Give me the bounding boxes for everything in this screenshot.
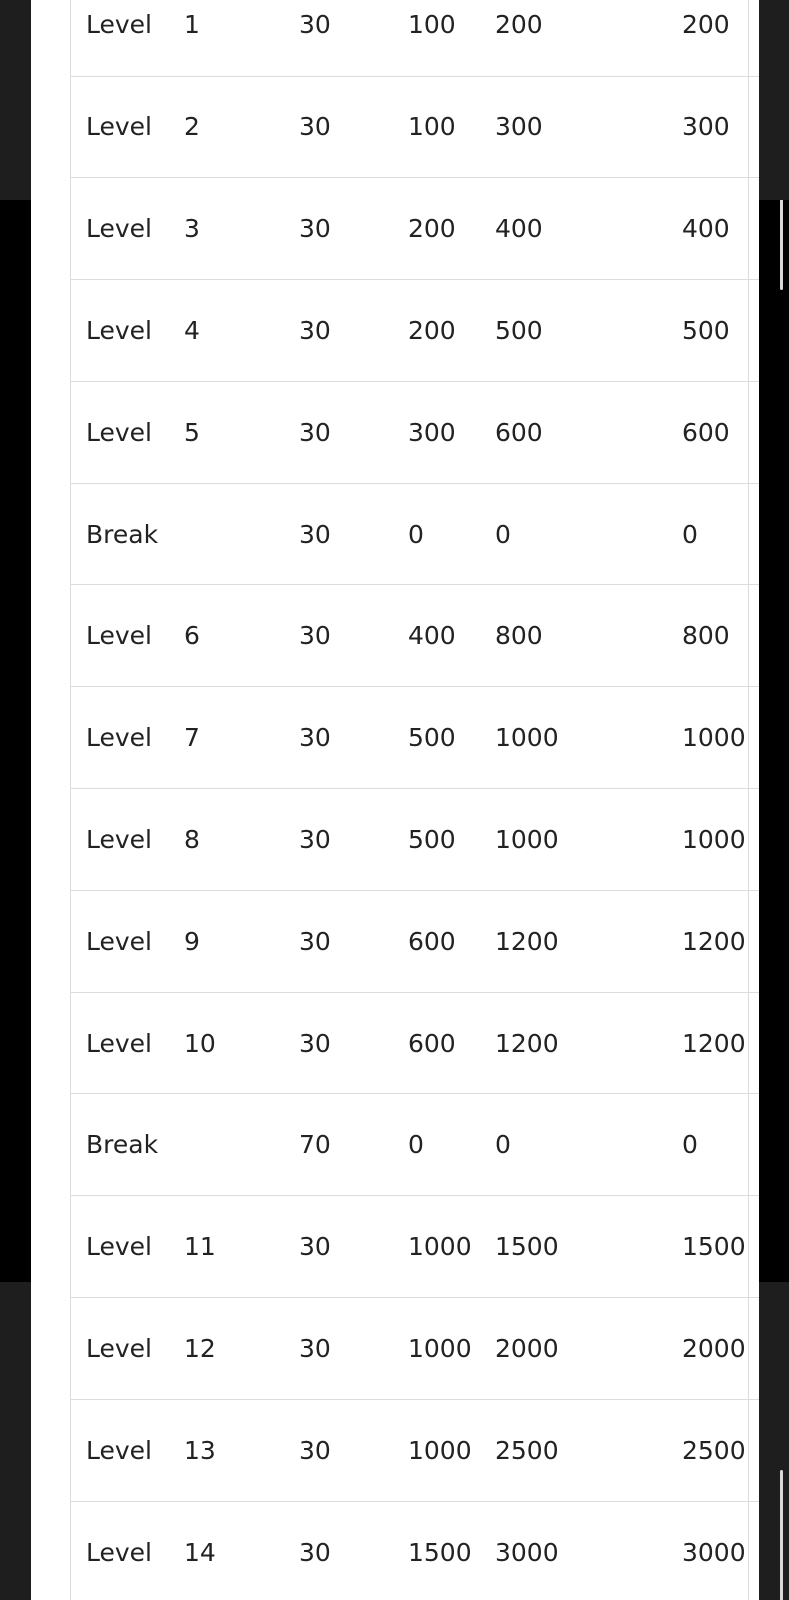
duration-cell: 30	[289, 1298, 399, 1400]
ante-cell: 2500	[638, 1399, 759, 1501]
blind-structure-table-wrapper[interactable]	[71, 0, 759, 1600]
big-blind-cell: 0	[495, 1094, 638, 1196]
level-label: Level	[86, 1537, 152, 1567]
level-name-cell	[71, 1399, 289, 1501]
big-blind-cell: 1200	[495, 992, 638, 1094]
level-number: 6	[184, 621, 200, 651]
small-blind-cell: 1000	[399, 1399, 495, 1501]
big-blind-cell: 600	[495, 381, 638, 483]
table-body	[71, 0, 759, 1600]
duration-cell: 30	[289, 1501, 399, 1600]
level-number: 1	[184, 10, 200, 39]
duration-cell: 30	[289, 76, 399, 178]
level-name-cell	[71, 687, 289, 789]
level-number: 10	[184, 1028, 216, 1058]
level-label: Level	[86, 824, 152, 854]
level-label: Level	[86, 1028, 152, 1058]
table-row	[71, 1196, 759, 1298]
level-number: 9	[184, 926, 200, 956]
ante-cell: 2000	[638, 1298, 759, 1400]
level-number: 11	[184, 1232, 216, 1262]
big-blind-cell: 1000	[495, 687, 638, 789]
big-blind-cell: 3000	[495, 1501, 638, 1600]
ante-cell: 0	[638, 483, 759, 585]
level-number: 7	[184, 723, 200, 753]
small-blind-cell: 500	[399, 687, 495, 789]
level-name-cell	[71, 1196, 289, 1298]
table-row	[71, 992, 759, 1094]
small-blind-cell: 100	[399, 76, 495, 178]
scrollbar-edge-top	[780, 200, 783, 290]
level-number: 13	[184, 1435, 216, 1465]
small-blind-cell: 200	[399, 280, 495, 382]
table-row	[71, 483, 759, 585]
level-label: Level	[86, 1333, 152, 1363]
level-label: Level	[86, 10, 152, 39]
table-row	[71, 178, 759, 280]
duration-cell: 30	[289, 687, 399, 789]
duration-cell: 30	[289, 483, 399, 585]
duration-cell: 70	[289, 1094, 399, 1196]
big-blind-cell: 400	[495, 178, 638, 280]
table-row	[71, 280, 759, 382]
table-row	[71, 76, 759, 178]
small-blind-cell: 100	[399, 0, 495, 76]
big-blind-cell: 1000	[495, 789, 638, 891]
level-number: 12	[184, 1333, 216, 1363]
table-row	[71, 0, 759, 76]
level-label: Break	[86, 519, 159, 549]
level-label: Level	[86, 926, 152, 956]
big-blind-cell: 2500	[495, 1399, 638, 1501]
ante-cell: 3000	[638, 1501, 759, 1600]
content-card	[31, 0, 759, 1600]
ante-cell: 500	[638, 280, 759, 382]
level-number: 4	[184, 315, 200, 345]
table-row	[71, 890, 759, 992]
big-blind-cell: 1200	[495, 890, 638, 992]
level-name-cell	[71, 381, 289, 483]
level-label: Level	[86, 723, 152, 753]
ante-cell: 0	[638, 1094, 759, 1196]
level-number: 2	[184, 112, 200, 142]
big-blind-cell: 2000	[495, 1298, 638, 1400]
level-name-cell	[71, 1094, 289, 1196]
level-name-cell	[71, 280, 289, 382]
big-blind-cell: 500	[495, 280, 638, 382]
table-row	[71, 1094, 759, 1196]
level-number: 3	[184, 214, 200, 244]
level-label: Level	[86, 621, 152, 651]
duration-cell: 30	[289, 280, 399, 382]
ante-cell: 1000	[638, 789, 759, 891]
small-blind-cell: 300	[399, 381, 495, 483]
small-blind-cell: 400	[399, 585, 495, 687]
level-label: Level	[86, 112, 152, 142]
small-blind-cell: 200	[399, 178, 495, 280]
big-blind-cell: 200	[495, 0, 638, 76]
ante-cell: 1200	[638, 890, 759, 992]
table-row	[71, 585, 759, 687]
ante-cell: 300	[638, 76, 759, 178]
small-blind-cell: 1000	[399, 1196, 495, 1298]
table-row	[71, 381, 759, 483]
level-label: Level	[86, 1232, 152, 1262]
table-row	[71, 687, 759, 789]
level-name-cell	[71, 483, 289, 585]
scrollbar-edge-bottom	[780, 1470, 783, 1600]
level-name-cell	[71, 992, 289, 1094]
duration-cell: 30	[289, 992, 399, 1094]
small-blind-cell: 0	[399, 1094, 495, 1196]
small-blind-cell: 1000	[399, 1298, 495, 1400]
level-label: Break	[86, 1130, 159, 1160]
level-name-cell	[71, 178, 289, 280]
ante-cell: 1200	[638, 992, 759, 1094]
table-row	[71, 789, 759, 891]
duration-cell: 30	[289, 381, 399, 483]
table-row	[71, 1399, 759, 1501]
duration-cell: 30	[289, 1196, 399, 1298]
blind-structure-table	[71, 0, 759, 1600]
level-name-cell	[71, 585, 289, 687]
duration-cell: 30	[289, 178, 399, 280]
level-name-cell	[71, 0, 289, 76]
level-name-cell	[71, 76, 289, 178]
level-number: 14	[184, 1537, 216, 1567]
duration-cell: 30	[289, 585, 399, 687]
small-blind-cell: 0	[399, 483, 495, 585]
big-blind-cell: 800	[495, 585, 638, 687]
level-name-cell	[71, 1501, 289, 1600]
duration-cell: 30	[289, 789, 399, 891]
level-number: 5	[184, 417, 200, 447]
level-label: Level	[86, 214, 152, 244]
level-number: 8	[184, 824, 200, 854]
duration-cell: 30	[289, 890, 399, 992]
ante-cell: 800	[638, 585, 759, 687]
ante-cell: 600	[638, 381, 759, 483]
table-row	[71, 1501, 759, 1600]
table-row	[71, 1298, 759, 1400]
ante-cell: 1000	[638, 687, 759, 789]
big-blind-cell: 0	[495, 483, 638, 585]
level-name-cell	[71, 890, 289, 992]
big-blind-cell: 300	[495, 76, 638, 178]
duration-cell: 30	[289, 0, 399, 76]
level-label: Level	[86, 417, 152, 447]
level-label: Level	[86, 1435, 152, 1465]
ante-cell: 400	[638, 178, 759, 280]
small-blind-cell: 600	[399, 992, 495, 1094]
duration-cell: 30	[289, 1399, 399, 1501]
small-blind-cell: 1500	[399, 1501, 495, 1600]
big-blind-cell: 1500	[495, 1196, 638, 1298]
level-label: Level	[86, 315, 152, 345]
small-blind-cell: 500	[399, 789, 495, 891]
ante-cell: 200	[638, 0, 759, 76]
level-name-cell	[71, 789, 289, 891]
small-blind-cell: 600	[399, 890, 495, 992]
level-name-cell	[71, 1298, 289, 1400]
ante-cell: 1500	[638, 1196, 759, 1298]
table-right-border	[748, 0, 749, 1600]
